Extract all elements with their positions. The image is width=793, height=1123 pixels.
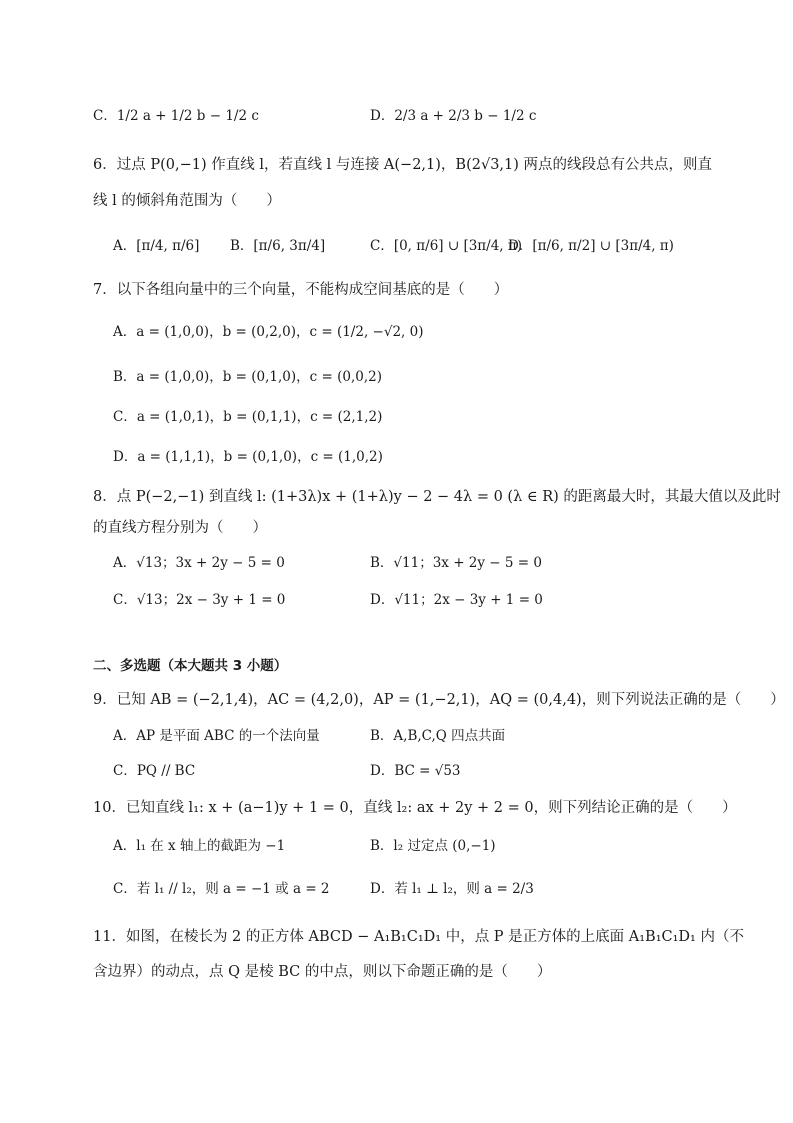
q10-option-c: C．若 l₁ // l₂，则 a = −1 或 a = 2 <box>113 881 330 897</box>
q10-stem: 10．已知直线 l₁: x + (a−1)y + 1 = 0，直线 l₂: ax + 2y + 2 = 0，则下列结论正确的是（ ） <box>93 800 737 816</box>
q6-option-c: C．[0, π/6] ∪ [3π/4, π) <box>370 238 523 254</box>
q6-option-d: D．[π/6, π/2] ∪ [3π/4, π) <box>508 238 674 254</box>
q9-option-a: A．AP 是平面 ABC 的一个法向量 <box>113 728 320 744</box>
section-heading: 二、多选题（本大题共 3 小题） <box>93 658 288 674</box>
q8-option-b: B．√11；3x + 2y − 5 = 0 <box>370 555 542 571</box>
q5-option-d: D．2/3 a + 2/3 b − 1/2 c <box>370 108 537 124</box>
q11-stem-line2: 含边界）的动点，点 Q 是棱 BC 的中点，则以下命题正确的是（ ） <box>93 964 552 980</box>
q8-stem-line1: 8．点 P(−2,−1) 到直线 l: (1+3λ)x + (1+λ)y − 2 − 4λ = 0 (λ ∈ R) 的距离最大时，其最大值以及此时 <box>93 489 781 505</box>
q8-option-a: A．√13；3x + 2y − 5 = 0 <box>113 555 285 571</box>
q10-option-a: A．l₁ 在 x 轴上的截距为 −1 <box>113 838 286 854</box>
q5-option-c: C．1/2 a + 1/2 b − 1/2 c <box>93 108 259 124</box>
q9-option-c: C．PQ // BC <box>113 763 196 779</box>
q10-option-b: B．l₂ 过定点 (0,−1) <box>370 838 496 854</box>
q7-option-b: B．a = (1,0,0)，b = (0,1,0)，c = (0,0,2) <box>113 369 383 385</box>
q10-option-d: D．若 l₁ ⊥ l₂，则 a = 2/3 <box>370 881 534 897</box>
q6-stem-line2: 线 l 的倾斜角范围为（ ） <box>93 193 281 209</box>
q7-stem: 7．以下各组向量中的三个向量，不能构成空间基底的是（ ） <box>93 282 509 298</box>
q11-stem-line1: 11．如图，在棱长为 2 的正方体 ABCD − A₁B₁C₁D₁ 中，点 P 是正方体的上底面 A₁B₁C₁D₁ 内（不 <box>93 929 744 945</box>
q7-option-d: D．a = (1,1,1)，b = (0,1,0)，c = (1,0,2) <box>113 449 383 465</box>
q6-option-b: B．[π/6, 3π/4] <box>230 238 326 254</box>
q7-option-c: C．a = (1,0,1)，b = (0,1,1)，c = (2,1,2) <box>113 409 383 425</box>
q9-stem: 9．已知 AB = (−2,1,4)，AC = (4,2,0)，AP = (1,−2,1)，AQ = (0,4,4)，则下列说法正确的是（ ） <box>93 692 785 708</box>
q6-option-a: A．[π/4, π/6] <box>113 238 200 254</box>
q9-option-b: B．A,B,C,Q 四点共面 <box>370 728 506 744</box>
q9-option-d: D．BC = √53 <box>370 763 461 779</box>
q8-option-d: D．√11；2x − 3y + 1 = 0 <box>370 592 543 608</box>
q8-stem-line2: 的直线方程分别为（ ） <box>93 520 267 536</box>
q6-stem-line1: 6．过点 P(0,−1) 作直线 l，若直线 l 与连接 A(−2,1)，B(2√3,1) 两点的线段总有公共点，则直 <box>93 157 713 173</box>
q7-option-a: A．a = (1,0,0)，b = (0,2,0)，c = (1/2, −√2, 0) <box>113 324 424 340</box>
q8-option-c: C．√13；2x − 3y + 1 = 0 <box>113 592 286 608</box>
